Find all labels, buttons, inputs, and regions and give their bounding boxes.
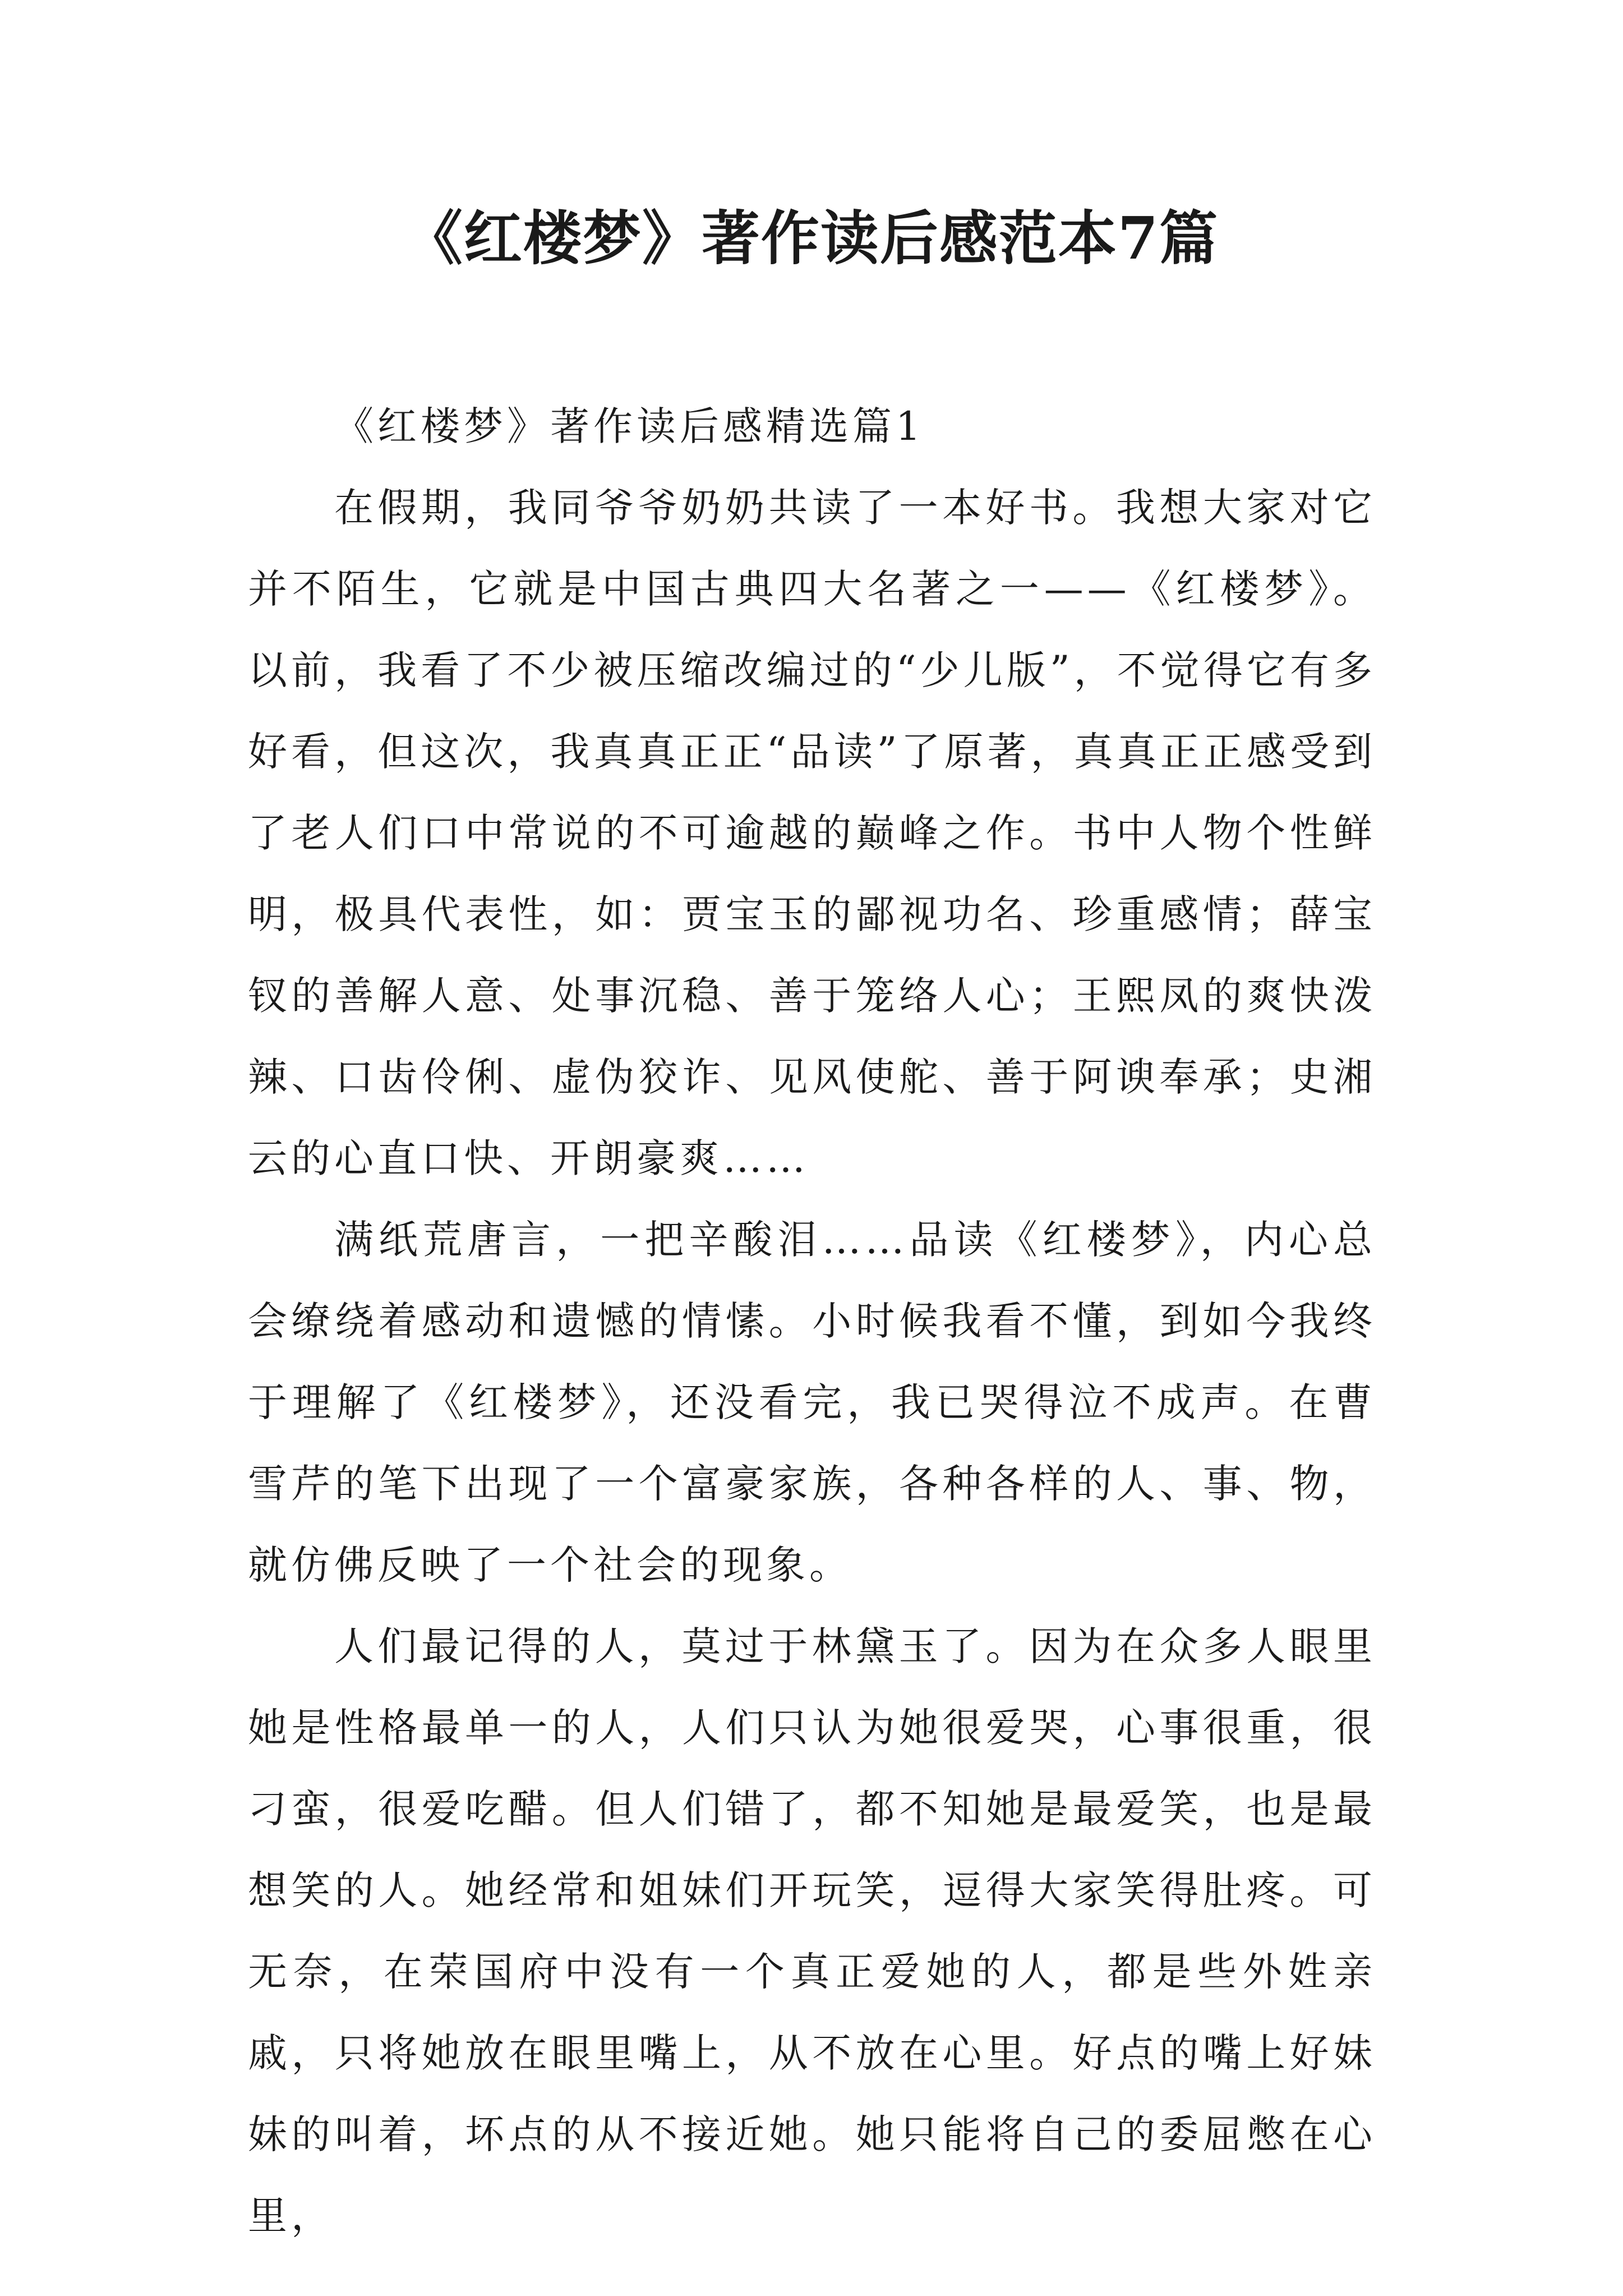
document-title: 《红楼梦》著作读后感范本7篇 — [404, 204, 1219, 273]
document-body — [248, 386, 1376, 2257]
paragraph: 满纸荒唐言，一把辛酸泪……品读《红楼梦》，内心总会缭绕着感动和遗憾的情愫。小时候我看不懂，到如今我终于理解了《红楼梦》，还没看完，我已哭得泣不成声。在曹雪芹的笔下出现了一个富豪家族，各种各样的人、事、物，就仿佛反映了一个社会的现象。 — [248, 1217, 1376, 1588]
section-heading: 《红楼梦》著作读后感精选篇1 — [334, 403, 925, 449]
paragraph: 在假期，我同爷爷奶奶共读了一本好书。我想大家对它并不陌生，它就是中国古典四大名著之一——《红楼梦》。以前，我看了不少被压缩改编过的“少儿版”，不觉得它有多好看，但这次，我真真正正“品读”了原著，真真正正感受到了老人们口中常说的不可逾越的巅峰之作。书中人物个性鲜明，极具代表性，如：贾宝玉的鄙视功名、珍重感情；薛宝钗的善解人意、处事沉稳、善于笼络人心；王熙凤的爽快泼辣、口齿伶俐、虚伪狡诈、见风使舵、善于阿谀奉承；史湘云的心直口快、开朗豪爽…… — [248, 485, 1376, 1181]
paragraph: 人们最记得的人，莫过于林黛玉了。因为在众多人眼里她是性格最单一的人，人们只认为她很爱哭，心事很重，很刁蛮，很爱吃醋。但人们错了，都不知她是最爱笑，也是最想笑的人。她经常和姐妹们开玩笑，逗得大家笑得肚疼。可无奈，在荣国府中没有一个真正爱她的人，都是些外姓亲戚，只将她放在眼里嘴上，从不放在心里。好点的嘴上好妹妹的叫着，坏点的从不接近她。她只能将自己的委屈憋在心里， — [248, 1623, 1376, 2239]
